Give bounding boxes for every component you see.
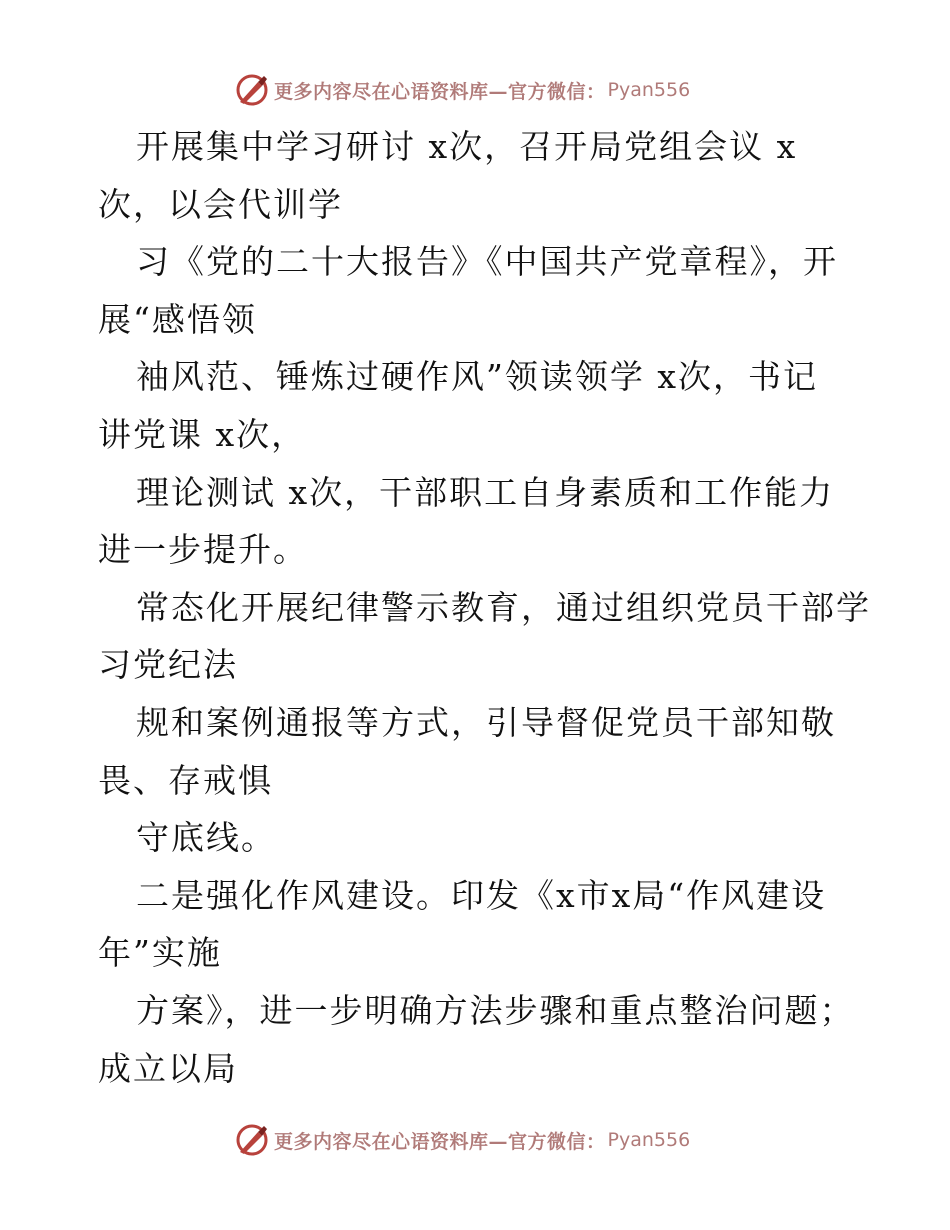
body-text-line: 年”实施 bbox=[98, 933, 222, 973]
footer-banner-contact: Pyan556 bbox=[607, 1129, 691, 1151]
body-text-line: 讲党课 x次， bbox=[98, 414, 307, 454]
body-text-line: 常态化开展纪律警示教育，通过组织党员干部学 bbox=[136, 587, 871, 627]
body-text-line: 畏、存戒惧 bbox=[98, 760, 273, 800]
header-banner-text: 更多内容尽在心语资料库—官方微信： bbox=[274, 80, 606, 103]
body-text-line: 袖风范、锤炼过硬作风”领读领学 x次，书记 bbox=[136, 357, 818, 397]
body-text-line: 守底线。 bbox=[136, 818, 276, 858]
pen-circle-logo-icon bbox=[234, 1122, 270, 1158]
body-text-line: 规和案例通报等方式，引导督促党员干部知敬 bbox=[136, 702, 836, 742]
pen-circle-logo-icon bbox=[234, 72, 270, 108]
footer-banner bbox=[234, 1120, 690, 1160]
body-text-line: 展“感悟领 bbox=[98, 299, 257, 339]
body-text-line: 理论测试 x次，干部职工自身素质和工作能力 bbox=[136, 472, 835, 512]
header-banner-contact: Pyan556 bbox=[607, 79, 691, 101]
body-text-line: 二是强化作风建设。印发《x市x局“作风建设 bbox=[136, 875, 827, 915]
body-text-line: 开展集中学习研讨 x次，召开局党组会议 x bbox=[136, 127, 798, 166]
body-text-line: 习党纪法 bbox=[98, 645, 238, 685]
body-text-line: 方案》，进一步明确方法步骤和重点整治问题； bbox=[136, 990, 855, 1030]
document-body bbox=[98, 118, 871, 1097]
header-banner bbox=[234, 70, 690, 110]
body-text-line: 次，以会代训学 bbox=[98, 184, 343, 224]
body-text-line: 成立以局 bbox=[98, 1048, 238, 1088]
body-text-line: 进一步提升。 bbox=[98, 530, 308, 570]
footer-banner-text: 更多内容尽在心语资料库—官方微信： bbox=[274, 1130, 606, 1153]
body-text-line: 习《党的二十大报告》《中国共产党章程》，开 bbox=[136, 242, 838, 282]
